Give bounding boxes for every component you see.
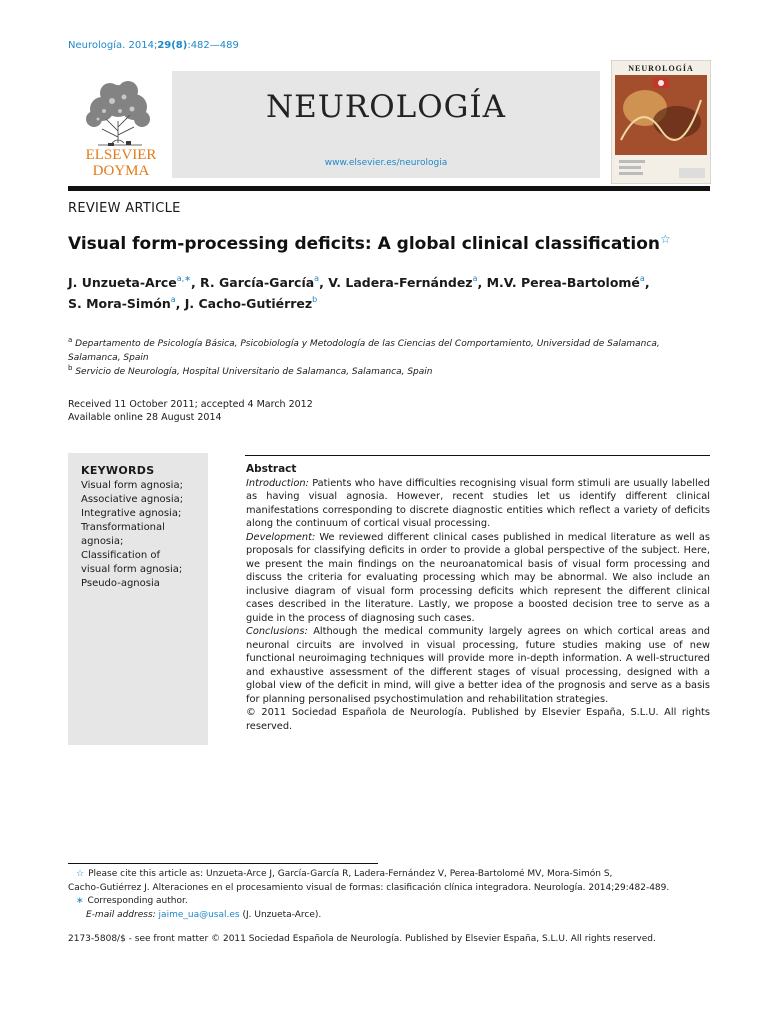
keywords-panel	[68, 453, 208, 745]
keyword-line: Classification of	[81, 550, 160, 561]
citation-pages: :482—489	[187, 40, 239, 51]
elsevier-doyma-logo	[68, 71, 174, 181]
article-type: REVIEW ARTICLE	[68, 201, 181, 216]
article-history	[68, 398, 313, 424]
abstract-heading: Abstract	[246, 463, 297, 475]
cover-title: NEUROLOGÍA	[628, 64, 694, 73]
footnotes	[68, 868, 718, 922]
keyword-line: agnosia;	[81, 536, 124, 547]
author: S. Mora-Simón$^a$,	[68, 295, 185, 311]
author: J. Unzueta-Arce$^{a,∗}$,	[68, 274, 201, 290]
article-title-text: Visual form-processing deficits: A global clinical classification	[68, 234, 661, 254]
author-list	[68, 272, 718, 314]
journal-cover-illustration	[611, 60, 711, 184]
title-footnote-mark[interactable]: ☆	[660, 232, 671, 246]
abstract-introduction: Introduction: Patients who have difficulties recognising visual form stimuli are usually labelled as having visual agnosia. However, recent studies let us identify different clinical manifestations corresponding to discrete diagnostic entities which reflect a variety of deficits along the continuum of cortical visual processing.	[246, 477, 710, 529]
available-date: Available online 28 August 2014	[68, 412, 222, 423]
citation-prefix: Neurología. 2014;	[68, 40, 158, 51]
corresponding-footnote: ∗ Corresponding author.	[76, 896, 188, 906]
author: M.V. Perea-Bartolomé$^a$,	[486, 274, 650, 290]
author: J. Cacho-Gutiérrez$^b$	[184, 295, 318, 311]
citation-footnote: ☆ Please cite this article as: Unzueta-Arce J, García-García R, Ladera-Fernández V, Perea-Bartolomé MV, Mora-Simón S,	[76, 869, 613, 879]
elsevier-tree-icon	[68, 71, 174, 181]
journal-citation[interactable]	[68, 40, 239, 51]
author-email-link[interactable]: jaime_ua@usal.es	[158, 909, 240, 920]
logo-line-doyma: DOYMA	[92, 163, 150, 179]
author-affil-link[interactable]: a	[639, 274, 645, 283]
citation-volume: 29(8)	[157, 40, 188, 51]
issn-line: 2173-5808/$ - see front matter © 2011 Sociedad Española de Neurología. Published by Elsevier España, S.L.U. All rights reserved.	[68, 934, 656, 944]
keyword-line: Integrative agnosia;	[81, 508, 182, 519]
abstract	[246, 463, 710, 733]
keyword-line: Transformational	[81, 522, 165, 533]
affiliation: $^a$ Departamento de Psicología Básica, Psicobiología y Metodología de las Ciencias del Comportamiento, Universidad de Salamanca, Salamanca, Spain	[68, 336, 660, 363]
footnote-mark: ☆	[76, 869, 85, 879]
affiliation: $^b$ Servicio de Neurología, Hospital Universitario de Salamanca, Salamanca, Spain	[68, 364, 433, 377]
keyword-line: visual form agnosia;	[81, 564, 183, 575]
abstract-conclusions: Conclusions: Although the medical community largely agrees on which cortical areas and neuronal circuits are involved in visual processing, future studies making use of new functional neuroimaging techniques will provide more in-depth information. A well-structured and exhaustive assessment of the different stages of visual processing, designed with a global view of the deficit in mind, will give a better idea of the prognosis and serve as a basis for planning personalised psychostimulation and rehabilitation strategies.	[246, 626, 710, 705]
keyword-line: Associative agnosia;	[81, 494, 184, 505]
affiliations	[68, 337, 710, 379]
author-affil-link[interactable]: a	[314, 274, 320, 283]
footnote-rule	[68, 863, 378, 864]
logo-line-elsevier: ELSEVIER	[85, 147, 157, 163]
author: R. García-García$^a$,	[200, 274, 329, 290]
author-affil-link[interactable]: b	[312, 295, 318, 304]
author-affil-link[interactable]: a	[472, 274, 478, 283]
keywords-heading: KEYWORDS	[81, 464, 155, 477]
keyword-line: Pseudo-agnosia	[81, 578, 160, 589]
header-rule	[68, 186, 710, 191]
author-affil-link[interactable]: a	[170, 295, 176, 304]
citation-footnote-cont: Cacho-Gutiérrez J. Alteraciones en el procesamiento visual de formas: clasificación clínica integradora. Neurología. 2014;29:482-489.	[68, 882, 670, 893]
received-date: Received 11 October 2011; accepted 4 March 2012	[68, 399, 313, 410]
keyword-line: Visual form agnosia;	[81, 480, 183, 491]
abstract-rule	[245, 455, 710, 456]
journal-url-link[interactable]: www.elsevier.es/neurologia	[324, 158, 448, 168]
footnote-mark: ∗	[76, 896, 84, 906]
journal-banner	[172, 71, 600, 178]
masthead	[68, 64, 710, 183]
abstract-copyright: © 2011 Sociedad Española de Neurología. Published by Elsevier España, S.L.U. All rights reserved.	[246, 707, 710, 732]
journal-title: NEUROLOGÍA	[265, 89, 507, 125]
author-affil-link[interactable]: a,∗	[176, 274, 191, 283]
article-title	[68, 232, 671, 254]
email-footnote: E-mail address: jaime_ua@usal.es (J. Unzueta-Arce).	[86, 909, 322, 920]
abstract-development: Development: We reviewed different clinical cases published in medical literature as well as proposals for classifying deficits in order to provide a global perspective of the subject. Here, we present the main findings on the neuroanatomical basis of visual form processing and discuss the criteria for evaluating processing which may be abnormal. We also include an inclusive diagram of visual form processing deficits which represent the different clinical cases described in the literature. Lastly, we propose a boosted decision tree to serve as a guide in the process of diagnosing such cases.	[246, 531, 710, 624]
journal-cover-image	[611, 60, 711, 184]
author: V. Ladera-Fernández$^a$,	[328, 274, 487, 290]
